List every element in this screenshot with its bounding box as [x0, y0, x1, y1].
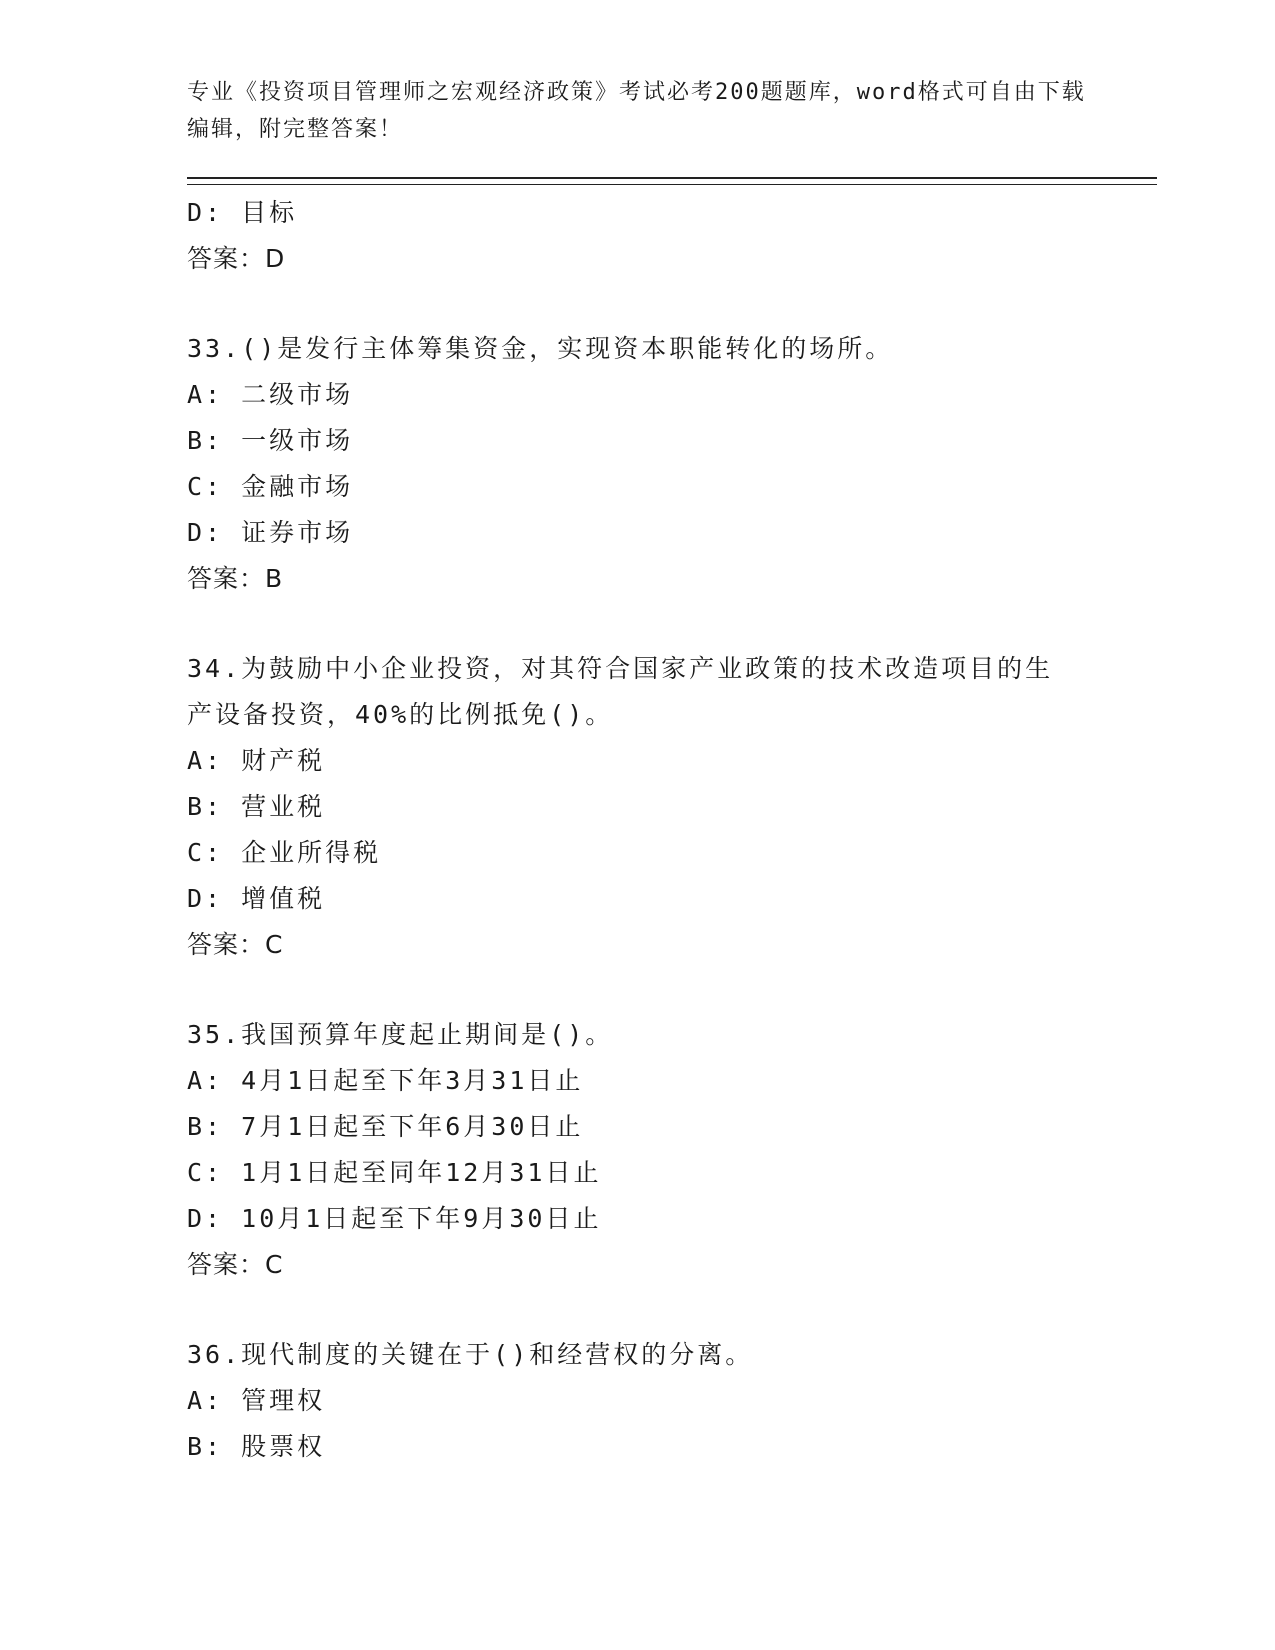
question-block	[187, 190, 1157, 282]
answer-line: 答案：C	[187, 930, 284, 959]
option-d: D: 10月1日起至下年9月30日止	[187, 1204, 602, 1233]
question-block	[187, 646, 1157, 968]
document-header: 专业《投资项目管理师之宏观经济政策》考试必考200题题库，word格式可自由下载编辑，附完整答案！	[187, 80, 1086, 142]
option-d: D: 证券市场	[187, 518, 354, 547]
question-block	[187, 1332, 1157, 1470]
answer-line: 答案：D	[187, 244, 286, 273]
option-d: D: 增值税	[187, 884, 326, 913]
option-c: C: 企业所得税	[187, 838, 382, 867]
question-stem: 33.()是发行主体筹集资金，实现资本职能转化的场所。	[187, 334, 894, 363]
option-b: B: 股票权	[187, 1432, 326, 1461]
answer-line: 答案：B	[187, 564, 284, 593]
document-page	[187, 0, 1157, 1650]
option-a: A: 财产税	[187, 746, 326, 775]
question-block	[187, 1012, 1157, 1288]
option-c: C: 1月1日起至同年12月31日止	[187, 1158, 602, 1187]
question-block	[187, 326, 1157, 602]
option-a: A: 二级市场	[187, 380, 354, 409]
question-stem: 35.我国预算年度起止期间是()。	[187, 1020, 614, 1049]
option-a: A: 4月1日起至下年3月31日止	[187, 1066, 584, 1095]
question-list	[187, 190, 1157, 1470]
option-b: B: 7月1日起至下年6月30日止	[187, 1112, 584, 1141]
question-stem: 36.现代制度的关键在于()和经营权的分离。	[187, 1340, 754, 1369]
option-b: B: 营业税	[187, 792, 326, 821]
option-d: D: 目标	[187, 198, 298, 227]
question-stem-continued: 产设备投资，40%的比例抵免()。	[187, 700, 614, 729]
question-stem: 34.为鼓励中小企业投资，对其符合国家产业政策的技术改造项目的生	[187, 654, 1054, 683]
option-c: C: 金融市场	[187, 472, 354, 501]
option-b: B: 一级市场	[187, 426, 354, 455]
header-divider	[187, 177, 1157, 185]
option-a: A: 管理权	[187, 1386, 326, 1415]
answer-line: 答案：C	[187, 1250, 284, 1279]
